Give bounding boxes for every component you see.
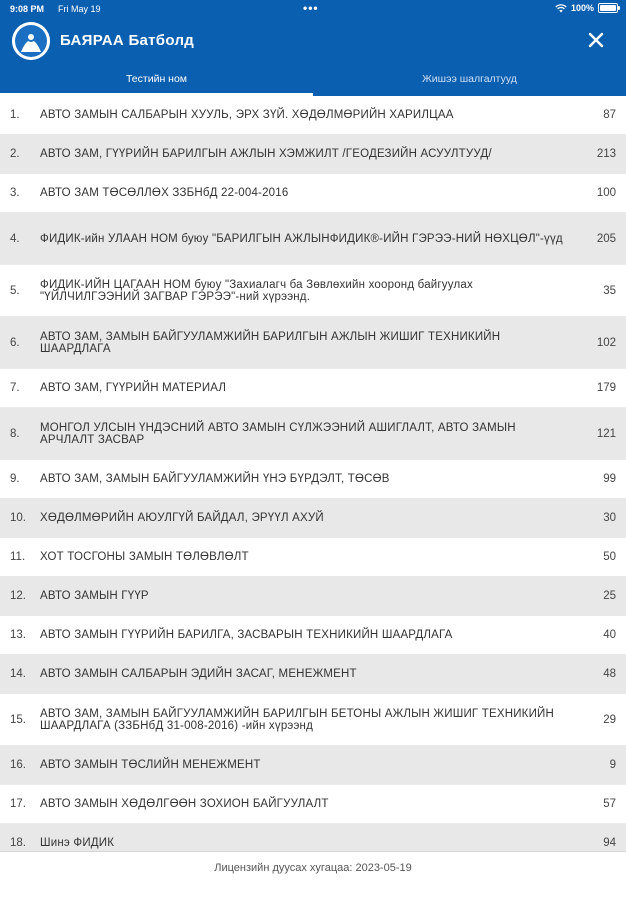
list-item-question-count: 35 xyxy=(603,284,616,297)
list-item[interactable] xyxy=(0,746,626,785)
list-item-number: 1. xyxy=(10,109,20,121)
list-item-title: Шинэ ФИДИК xyxy=(40,837,115,849)
list-item[interactable] xyxy=(0,824,626,851)
list-item[interactable] xyxy=(0,616,626,655)
list-item-question-count: 121 xyxy=(596,427,616,440)
list-item[interactable] xyxy=(0,408,626,460)
list-item-question-count: 40 xyxy=(603,629,616,641)
tab-label: Жишээ шалгалтууд xyxy=(422,73,517,85)
license-footer xyxy=(0,851,626,884)
list-item-title: ФИДИК-ИЙН ЦАГААН НОМ буюу "Захиалагч ба Зөвлөхийн хооронд байгуулах "ҮЙЛЧИЛГЭЭНИЙ ЗАГВАР ГЭРЭЭ"-ний хүрээнд. xyxy=(40,278,473,303)
list-item-number: 17. xyxy=(10,798,26,810)
list-item-number: 18. xyxy=(10,837,26,849)
list-item-title: АВТО ЗАМ, ЗАМЫН БАЙГУУЛАМЖИЙН БАРИЛГЫН АЖЛЫН ЖИШИГ ТЕХНИКИЙН ШААРДЛАГА xyxy=(40,330,501,355)
status-time: 9:08 PM xyxy=(10,4,45,14)
list-item-number: 4. xyxy=(10,232,20,245)
list-item-title: АВТО ЗАМЫН ГҮҮРИЙН БАРИЛГА, ЗАСВАРЫН ТЕХНИКИЙН ШААРДЛАГА xyxy=(40,629,453,641)
list-item-title: АВТО ЗАМЫН ГҮҮР xyxy=(40,590,149,602)
list-item[interactable] xyxy=(0,577,626,616)
close-icon[interactable] xyxy=(584,28,608,52)
list-item-title: АВТО ЗАМЫН ХӨДӨЛГӨӨН ЗОХИОН БАЙГУУЛАЛТ xyxy=(40,798,329,810)
list-item-number: 3. xyxy=(10,187,20,199)
tab-label: Тестийн ном xyxy=(125,73,188,85)
app-header xyxy=(0,0,626,96)
list-item-title: ХОТ ТОСГОНЫ ЗАМЫН ТӨЛӨВЛӨЛТ xyxy=(40,551,249,563)
list-item-number: 5. xyxy=(10,284,20,297)
list-item[interactable] xyxy=(0,265,626,317)
tab-test-book[interactable] xyxy=(0,62,313,96)
list-item-title: ХӨДӨЛМӨРИЙН АЮУЛГҮЙ БАЙДАЛ, ЭРҮҮЛ АХУЙ xyxy=(40,512,324,524)
list-item-question-count: 100 xyxy=(596,187,616,199)
list-item-title: АВТО ЗАМЫН САЛБАРЫН ХУУЛЬ, ЭРХ ЗҮЙ. ХӨДӨЛМӨРИЙН ХАРИЛЦАА xyxy=(40,109,454,121)
list-item-number: 13. xyxy=(10,629,26,641)
battery-fill xyxy=(600,5,616,11)
book-list[interactable] xyxy=(0,96,626,851)
status-right xyxy=(555,3,618,13)
list-item[interactable] xyxy=(0,538,626,577)
list-item-title: АВТО ЗАМЫН САЛБАРЫН ЭДИЙН ЗАСАГ, МЕНЕЖМЕНТ xyxy=(40,668,357,680)
list-item-question-count: 205 xyxy=(596,232,616,245)
list-item[interactable] xyxy=(0,655,626,694)
list-item[interactable] xyxy=(0,694,626,746)
list-item-title: МОНГОЛ УЛСЫН ҮНДЭСНИЙ АВТО ЗАМЫН СҮЛЖЭЭНИЙ АШИГЛАЛТ, АВТО ЗАМЫН АРЧЛАЛТ ЗАСВАР xyxy=(40,421,516,446)
list-item-question-count: 87 xyxy=(603,109,616,121)
tab-sample-exams[interactable] xyxy=(313,62,626,96)
list-item-title: АВТО ЗАМ, ЗАМЫН БАЙГУУЛАМЖИЙН БАРИЛГЫН БЕТОНЫ АЖЛЫН ЖИШИГ ТЕХНИКИЙН ШААРДЛАГА (ЗЗБНбД 31-008-2016) -ийн хүрээнд xyxy=(40,707,555,732)
list-item-question-count: 50 xyxy=(603,551,616,563)
list-item-question-count: 57 xyxy=(603,798,616,810)
battery-percent: 100% xyxy=(570,3,594,13)
list-item[interactable] xyxy=(0,369,626,408)
list-item-question-count: 102 xyxy=(596,336,616,349)
list-item-number: 9. xyxy=(10,473,20,485)
list-item-question-count: 9 xyxy=(609,759,616,771)
list-item-number: 2. xyxy=(10,148,20,160)
list-item-question-count: 213 xyxy=(596,148,616,160)
list-item-question-count: 29 xyxy=(603,713,616,726)
list-item-number: 7. xyxy=(10,382,20,394)
list-item-question-count: 25 xyxy=(603,590,616,602)
list-item-title: ФИДИК-ийн УЛААН НОМ буюу "БАРИЛГЫН АЖЛЫНФИДИК®-ИЙН ГЭРЭЭ-НИЙ НӨХЦӨЛ"-үүд xyxy=(40,232,563,245)
battery-icon xyxy=(598,3,618,13)
status-date: Fri May 19 xyxy=(58,4,101,14)
list-item-number: 8. xyxy=(10,427,20,440)
list-item-title: АВТО ЗАМ, ГҮҮРИЙН БАРИЛГЫН АЖЛЫН ХЭМЖИЛТ /ГЕОДЕЗИЙН АСУУЛТУУД/ xyxy=(40,148,492,160)
bottom-safe-area xyxy=(0,883,626,900)
avatar-icon xyxy=(12,22,50,60)
list-item-title: АВТО ЗАМ, ЗАМЫН БАЙГУУЛАМЖИЙН ҮНЭ БҮРДЭЛТ, ТӨСӨВ xyxy=(40,473,390,485)
list-item-number: 10. xyxy=(10,512,26,524)
list-item-number: 15. xyxy=(10,713,26,726)
list-item-number: 14. xyxy=(10,668,26,680)
list-item-title: АВТО ЗАМЫН ТӨСЛИЙН МЕНЕЖМЕНТ xyxy=(40,759,261,771)
list-item-question-count: 30 xyxy=(603,512,616,524)
list-item[interactable] xyxy=(0,317,626,369)
list-item[interactable] xyxy=(0,785,626,824)
list-item-question-count: 179 xyxy=(596,382,616,394)
user-name: БАЯРАА Батболд xyxy=(60,32,195,49)
list-item[interactable] xyxy=(0,213,626,265)
list-item-number: 11. xyxy=(10,551,26,563)
list-item-question-count: 94 xyxy=(603,837,616,849)
list-item-number: 16. xyxy=(10,759,26,771)
list-item[interactable] xyxy=(0,96,626,135)
list-item-question-count: 99 xyxy=(603,473,616,485)
list-item[interactable] xyxy=(0,460,626,499)
list-item[interactable] xyxy=(0,174,626,213)
list-item-number: 12. xyxy=(10,590,26,602)
license-expiry-text: Лицензийн дуусах хугацаа: 2023-05-19 xyxy=(214,862,412,874)
multitasking-dots-icon[interactable]: ••• xyxy=(303,1,319,15)
list-item[interactable] xyxy=(0,499,626,538)
list-item[interactable] xyxy=(0,135,626,174)
status-bar xyxy=(0,0,626,20)
wifi-icon xyxy=(555,4,567,13)
list-item-title: АВТО ЗАМ ТӨСӨЛЛӨХ ЗЗБНбД 22-004-2016 xyxy=(40,187,289,199)
list-item-question-count: 48 xyxy=(603,668,616,680)
tab-bar xyxy=(0,62,626,96)
list-item-number: 6. xyxy=(10,336,20,349)
list-item-title: АВТО ЗАМ, ГҮҮРИЙН МАТЕРИАЛ xyxy=(40,382,227,394)
